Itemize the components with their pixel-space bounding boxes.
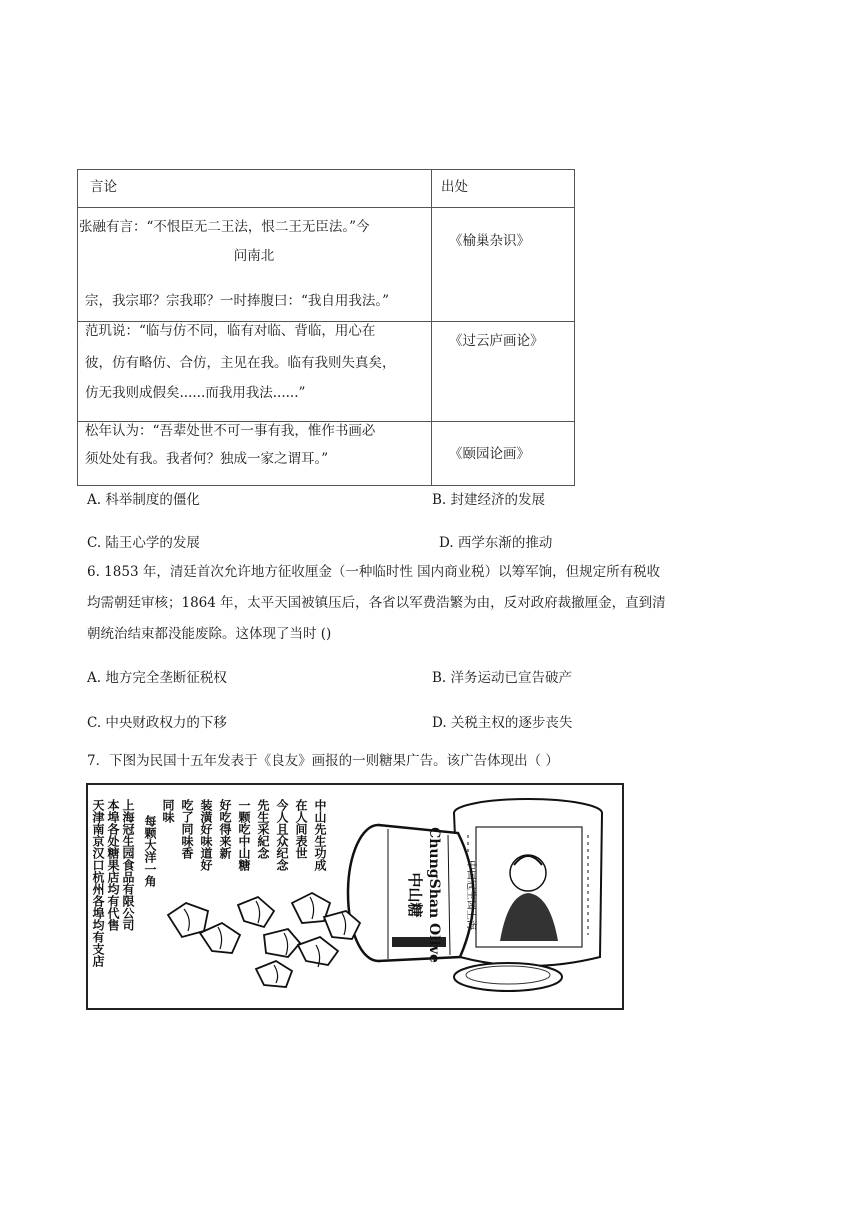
table-divider — [77, 207, 575, 208]
row2-quote-line1: 范玑说：“临与仿不同，临有对临、背临，用心在 — [85, 323, 376, 339]
candy-advertisement — [86, 783, 624, 1010]
row1-quote-line2: 问南北 — [233, 248, 275, 264]
can-english-text: ChungShan Olive — [426, 827, 442, 963]
can-chinese-text: 中山糖 — [406, 872, 424, 918]
q6-stem-line3: 朝统治结束都没能废除。这体现了当时 () — [87, 626, 332, 642]
ad-text-col: 上海冠生园食品有限公司 — [121, 799, 135, 931]
q5-option-c[interactable]: C. 陆王心学的发展 — [87, 535, 200, 551]
q5-option-b[interactable]: B. 封建经济的发展 — [432, 492, 546, 508]
table-border-bottom — [77, 485, 575, 486]
tin-lid — [454, 963, 562, 991]
ad-text-col: 每颗大洋一角 — [143, 815, 157, 887]
q6-stem-line2: 均需朝廷审核；1864 年，太平天国被镇压后，各省以军费浩繁为由，反对政府裁撤厘金，直到清 — [87, 595, 666, 611]
ad-text-col: 先生采紀念 — [256, 799, 270, 859]
row2-quote-line2: 彼，仿有略仿、合仿，主见在我。临有我则失真矣， — [85, 355, 396, 371]
q6-option-b[interactable]: B. 洋务运动已宣告破产 — [432, 670, 573, 686]
q6-stem-line1: 6. 1853 年，清廷首次允许地方征收厘金（一种临时性 国内商业税）以筹军饷，但规定所有税收 — [87, 564, 661, 580]
q6-option-c[interactable]: C. 中央财政权力的下移 — [87, 715, 227, 731]
table-column-divider — [431, 169, 432, 486]
ad-text-col: 吃了同味香 — [180, 799, 194, 859]
header-source: 出处 — [441, 179, 468, 195]
q7-stem: 7．下图为民国十五年发表于《良友》画报的一则糖果广告。该广告体现出（ ） — [87, 753, 559, 769]
ad-text-col: 好吃得来新 — [218, 799, 232, 859]
q5-option-a[interactable]: A. 科举制度的僵化 — [87, 492, 200, 508]
candy-pile — [168, 893, 360, 987]
row3-source: 《颐园论画》 — [449, 446, 530, 462]
ad-text-col: 中山先生功成 — [313, 799, 327, 871]
portrait-head — [510, 855, 546, 891]
ad-text-col: 一颗吃中山糖 — [237, 799, 251, 871]
ad-text-col: 天津南京汉口杭州各埠均有支店 — [91, 799, 105, 967]
row2-quote-line3: 仿无我则成假矣......而我用我法......” — [85, 385, 306, 401]
row3-quote-line1: 松年认为：“吾辈处世不可一事有我，惟作书画必 — [85, 423, 376, 439]
ad-text-col: 本埠各处糖果店均有代售 — [106, 799, 120, 931]
row1-quote-line3: 宗，我宗耶？宗我耶？一时捧腹曰：“我自用我法。” — [85, 293, 390, 309]
q6-option-a[interactable]: A. 地方完全垄断征税权 — [87, 670, 227, 686]
ad-text-col: 今人且众纪念 — [275, 799, 289, 871]
row3-quote-line2: 须处处有我。我者何？独成一家之谓耳。” — [85, 451, 329, 467]
table-border-left — [77, 169, 78, 486]
ad-text-col: 装潢好味道好 — [199, 799, 213, 871]
row1-quote-line1: 张融有言：“不恨臣无二王法，恨二王无臣法。”今 — [79, 219, 370, 235]
table-border-right — [574, 169, 575, 486]
quote-table — [77, 169, 575, 486]
candy-can-illustration — [88, 785, 622, 1008]
row2-source: 《过云庐画论》 — [449, 333, 544, 349]
q6-option-d[interactable]: D. 关税主权的逐步丧失 — [432, 715, 573, 731]
header-quote: 言论 — [90, 179, 117, 195]
ad-text-col: 在人间表世 — [294, 799, 308, 859]
table-border-top — [77, 169, 575, 170]
row1-source: 《榆巢杂识》 — [449, 233, 530, 249]
can-band-text: 中国冠生园上海 — [465, 860, 476, 930]
q5-option-d[interactable]: D. 西学东渐的推动 — [439, 535, 553, 551]
ad-text-col: 同味 — [161, 799, 175, 823]
